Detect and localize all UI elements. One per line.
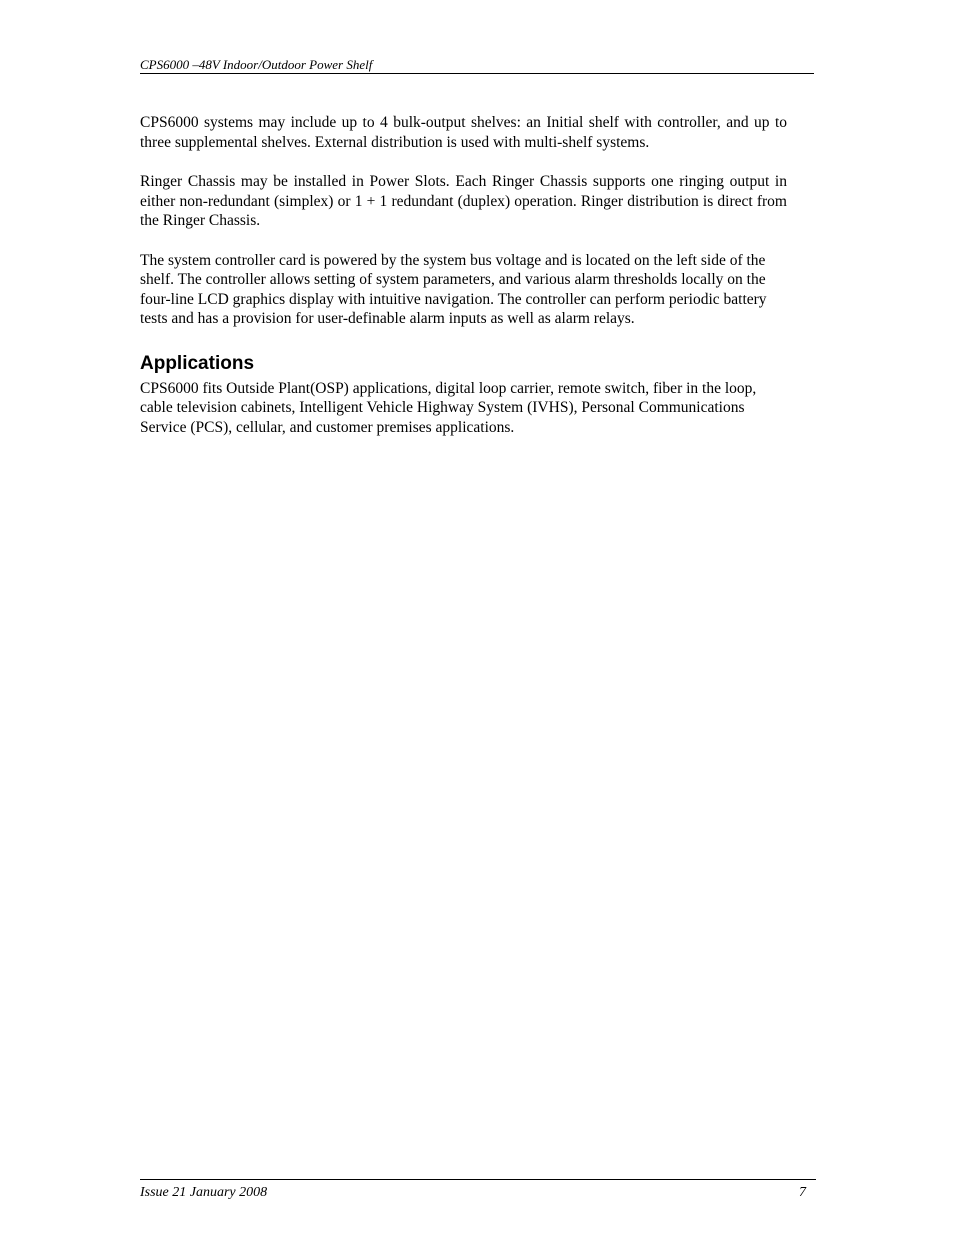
header-title: CPS6000 –48V Indoor/Outdoor Power Shelf bbox=[140, 57, 373, 72]
section-heading-applications: Applications bbox=[140, 352, 255, 374]
page-content bbox=[140, 113, 787, 457]
paragraph-controller: The system controller card is powered by the system bus voltage and is located on the left side of the shelf. The controller allows setting of system parameters, and various alarm thresholds locally on the four-line LCD graphics display with intuitive navigation. The controller can perform periodic battery tests and has a provision for user-definable alarm inputs as well as alarm relays. bbox=[140, 251, 767, 327]
running-footer bbox=[140, 1179, 816, 1201]
paragraph-ringer-chassis: Ringer Chassis may be installed in Power Slots. Each Ringer Chassis supports one ringing output in either non-redundant (simplex) or 1 + 1 redundant (duplex) operation. Ringer distribution is direct from the Ringer Chassis. bbox=[140, 173, 787, 229]
running-header bbox=[140, 57, 814, 74]
footer-issue-date: Issue 21 January 2008 bbox=[140, 1185, 268, 1200]
paragraph-shelves: CPS6000 systems may include up to 4 bulk-output shelves: an Initial shelf with controller, and up to three supplemental shelves. External distribution is used with multi-shelf systems. bbox=[140, 114, 787, 151]
page-number: 7 bbox=[799, 1185, 806, 1200]
paragraph-applications: CPS6000 fits Outside Plant(OSP) applications, digital loop carrier, remote switch, fiber in the loop, cable television cabinets, Intelligent Vehicle Highway System (IVHS), Personal Communications Service (PCS), cellular, and customer premises applications. bbox=[140, 379, 757, 436]
